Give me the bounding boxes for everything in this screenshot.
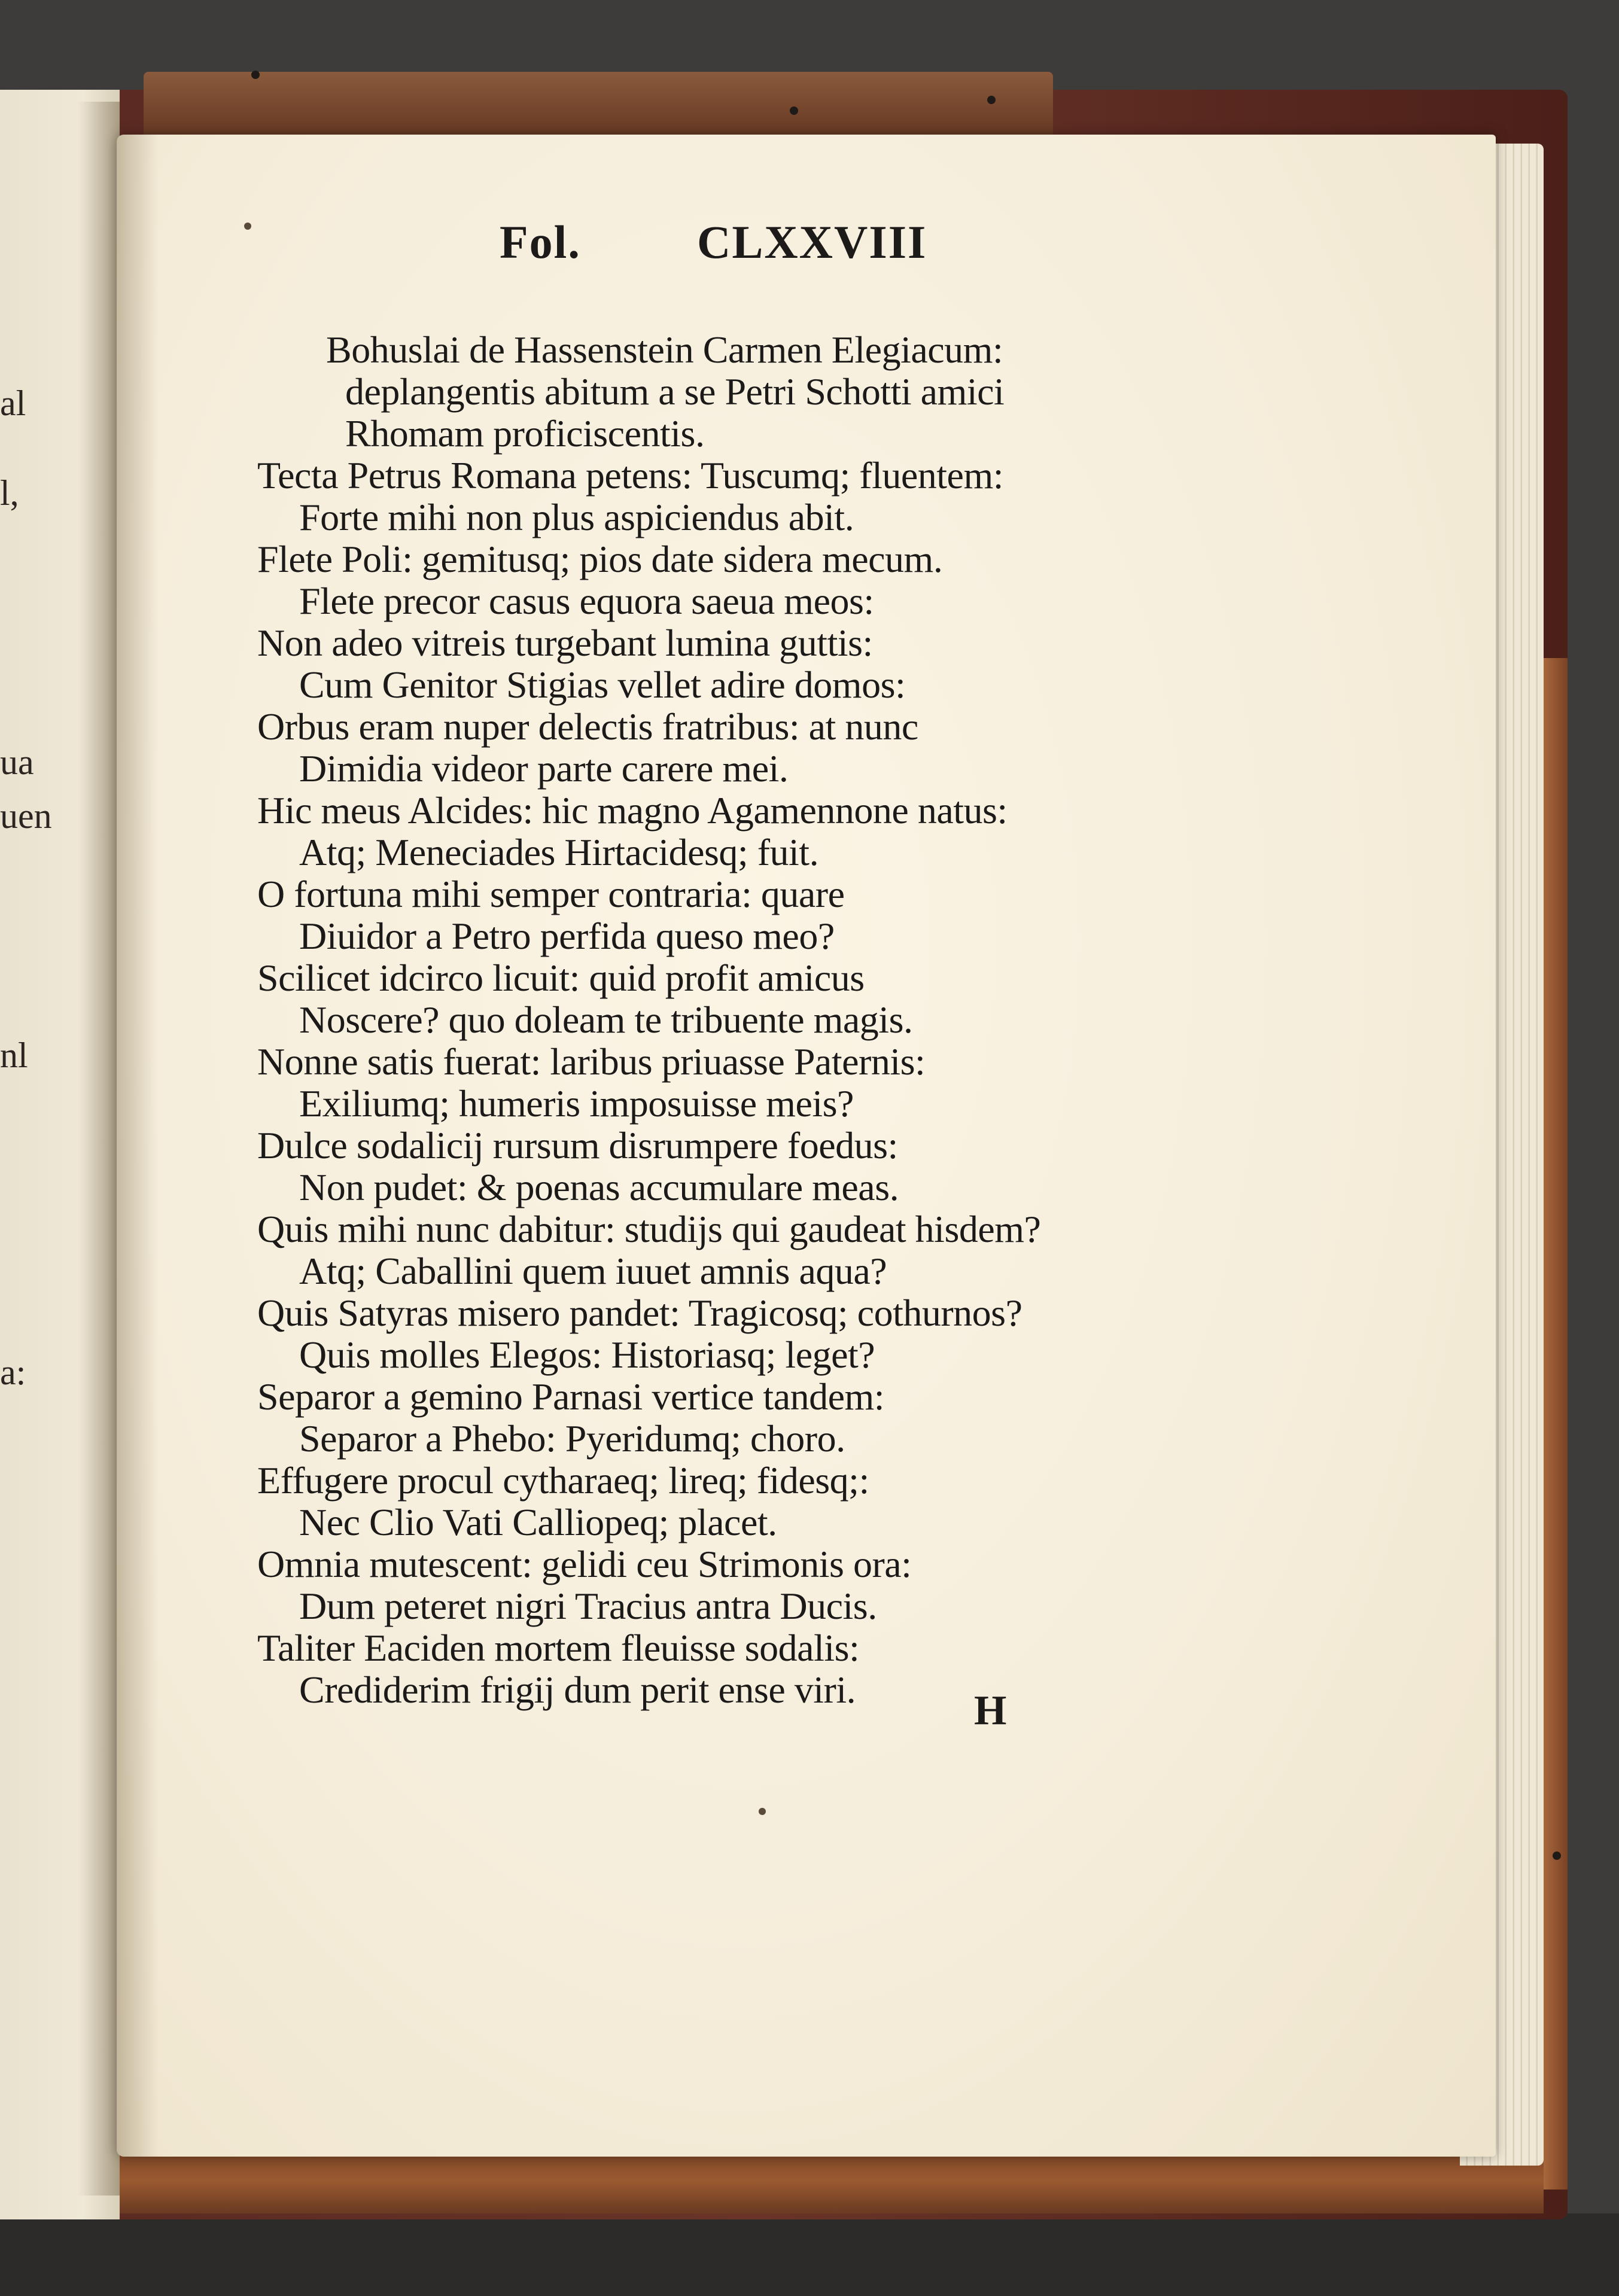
- verse-line: Quis molles Elegos: Historiasq; leget?: [299, 1333, 875, 1376]
- title-line: Bohuslai de Hassenstein Carmen Elegiacum:: [326, 328, 1003, 371]
- verse-line: O fortuna mihi semper contraria: quare: [257, 873, 845, 915]
- verse-line: Atq; Meneciades Hirtacidesq; fuit.: [299, 831, 819, 873]
- verse-line: Effugere procul cytharaeq; lireq; fidesq;:: [257, 1459, 869, 1502]
- cover-tack: [251, 71, 260, 79]
- cover-tack: [1553, 1852, 1561, 1860]
- verse-line: Hic meus Alcides: hic magno Agamennone natus:: [257, 789, 1008, 832]
- verse-line: Crediderim frigij dum perit ense viri.: [299, 1668, 856, 1711]
- verse-line: Tecta Petrus Romana petens: Tuscumq; fluentem:: [257, 454, 1003, 497]
- verse-line: Quis mihi nunc dabitur: studijs qui gaudeat hisdem?: [257, 1208, 1041, 1250]
- folio-number: CLXXVIII: [697, 216, 927, 268]
- verse-line: Dum peteret nigri Tracius antra Ducis.: [299, 1585, 877, 1627]
- verse-line: Cum Genitor Stigias vellet adire domos:: [299, 663, 906, 706]
- signature-mark: H: [974, 1688, 1007, 1734]
- verse-line: Noscere? quo doleam te tribuente magis.: [299, 998, 913, 1041]
- verse-line: Diuidor a Petro perfida queso meo?: [299, 915, 835, 957]
- verse-line: Flete precor casus equora saeua meos:: [299, 580, 874, 622]
- gutter-shadow: [117, 135, 159, 2157]
- left-page-fragment: uen: [0, 796, 52, 836]
- verse-line: Atq; Caballini quem iuuet amnis aqua?: [299, 1250, 887, 1292]
- verse-line: Forte mihi non plus aspiciendus abit.: [299, 496, 854, 538]
- left-page-fragment: al: [0, 383, 26, 423]
- verse-line: Dulce sodalicij rursum disrumpere foedus:: [257, 1124, 898, 1167]
- verse-line: Nonne satis fuerat: laribus priuasse Paternis:: [257, 1040, 926, 1083]
- left-page-gutter: [78, 102, 120, 2195]
- verse-line: Separor a Phebo: Pyeridumq; choro.: [299, 1417, 845, 1460]
- verse-line: Scilicet idcirco licuit: quid profit amicus: [257, 957, 865, 999]
- left-page-fragment: l,: [0, 473, 19, 513]
- verse-line: Omnia mutescent: gelidi ceu Strimonis ora:: [257, 1543, 912, 1585]
- left-page-fragment: a:: [0, 1353, 26, 1392]
- left-page-fragment: nl: [0, 1036, 28, 1075]
- cover-tack: [790, 106, 798, 115]
- verse-line: Orbus eram nuper delectis fratribus: at nunc: [257, 705, 918, 748]
- verse-line: Nec Clio Vati Calliopeq; placet.: [299, 1501, 777, 1543]
- cover-leather-bottom: [108, 2148, 1544, 2213]
- verse-line: Quis Satyras misero pandet: Tragicosq; cothurnos?: [257, 1292, 1022, 1334]
- verse-line: Non pudet: & poenas accumulare meas.: [299, 1166, 899, 1208]
- left-page-fragment: ua: [0, 742, 34, 782]
- title-line: Rhomam proficiscentis.: [345, 412, 705, 455]
- verse-line: Non adeo vitreis turgebant lumina guttis:: [257, 622, 873, 664]
- cover-tack: [987, 96, 996, 104]
- verse-line: Exiliumq; humeris imposuisse meis?: [299, 1082, 854, 1125]
- verse-line: Taliter Eaciden mortem fleuisse sodalis:: [257, 1627, 860, 1669]
- verse-line: Flete Poli: gemitusq; pios date sidera mecum.: [257, 538, 943, 580]
- paper-spot: [759, 1808, 766, 1815]
- paper-spot: [244, 223, 251, 230]
- verse-line: Separor a gemino Parnasi vertice tandem:: [257, 1375, 885, 1418]
- title-line: deplangentis abitum a se Petri Schotti amici: [345, 370, 1005, 413]
- verse-line: Dimidia videor parte carere mei.: [299, 747, 789, 790]
- backdrop: [0, 2213, 1619, 2296]
- folio-label: Fol.: [500, 216, 581, 268]
